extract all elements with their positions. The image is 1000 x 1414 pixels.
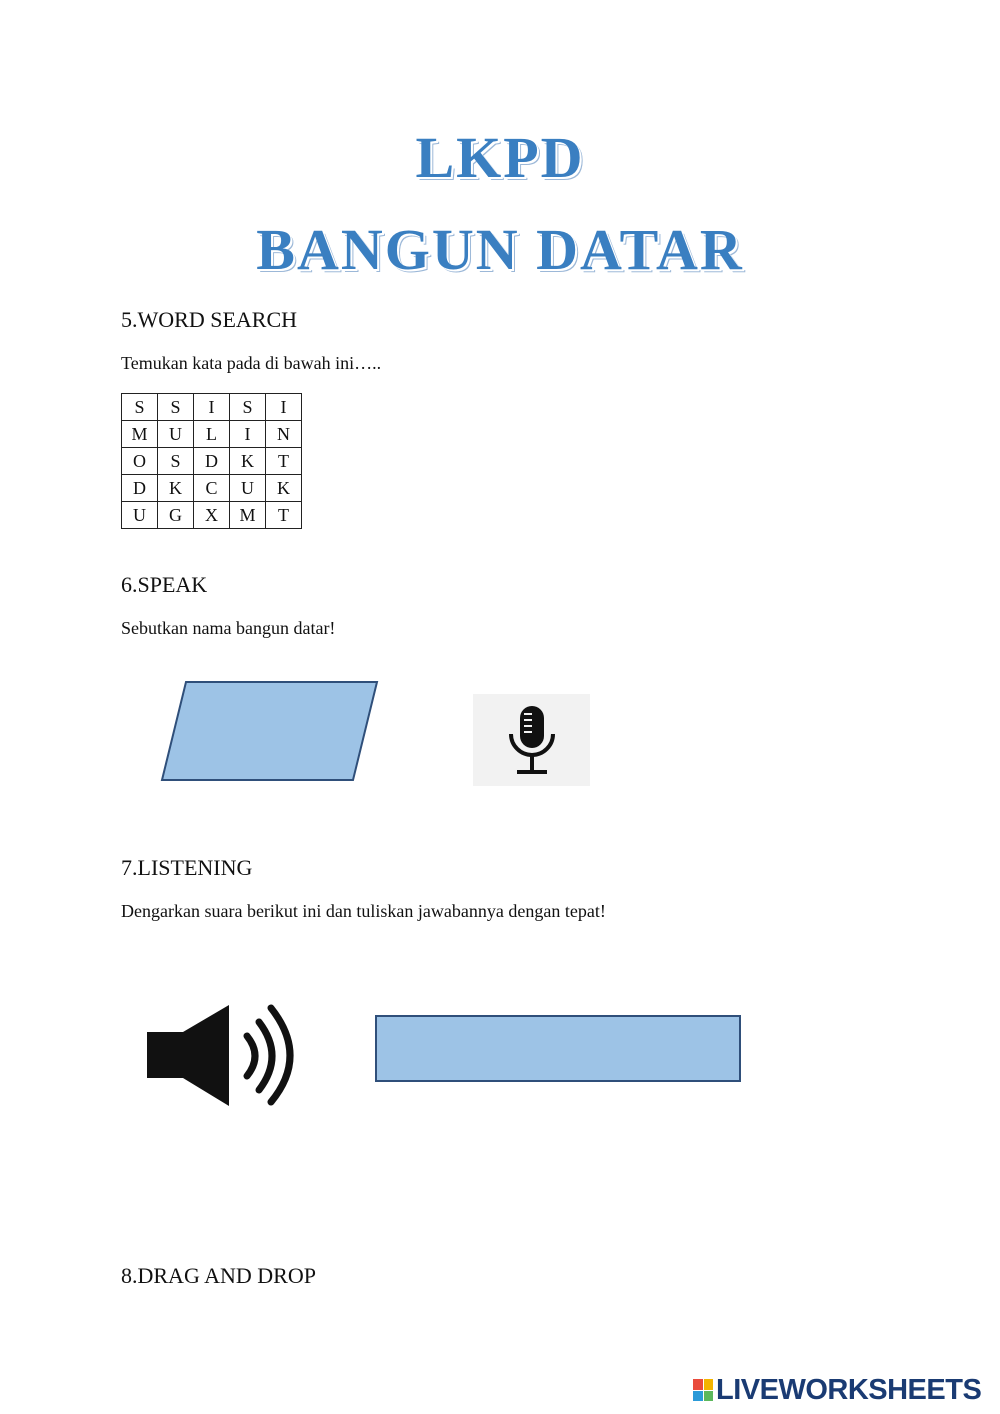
word-search-cell[interactable]: S: [158, 448, 194, 475]
word-search-heading: 5.WORD SEARCH: [121, 307, 298, 332]
speaker-icon[interactable]: [145, 1002, 310, 1110]
liveworksheets-logo-icon: [693, 1379, 713, 1401]
listening-answer-input[interactable]: [375, 1015, 741, 1082]
word-search-instruction: Temukan kata pada di bawah ini…..: [121, 353, 382, 373]
microphone-icon: [507, 704, 557, 776]
word-search-cell[interactable]: K: [230, 448, 266, 475]
listening-instruction: Dengarkan suara berikut ini dan tuliskan jawabannya dengan tepat!: [121, 901, 606, 921]
word-search-cell[interactable]: M: [122, 421, 158, 448]
word-search-row: [122, 394, 302, 421]
word-search-cell[interactable]: G: [158, 502, 194, 529]
word-search-cell[interactable]: S: [158, 394, 194, 421]
brand-name: LIVEWORKSHEETS: [716, 1373, 982, 1406]
word-search-grid[interactable]: [121, 393, 302, 529]
parallelogram-shape: [160, 680, 382, 784]
word-search-cell[interactable]: S: [122, 394, 158, 421]
speak-heading: 6.SPEAK: [121, 572, 208, 597]
word-search-cell[interactable]: O: [122, 448, 158, 475]
listening-heading: 7.LISTENING: [121, 855, 253, 880]
word-search-cell[interactable]: I: [194, 394, 230, 421]
word-search-cell[interactable]: S: [230, 394, 266, 421]
word-search-cell[interactable]: D: [122, 475, 158, 502]
word-search-cell[interactable]: N: [266, 421, 302, 448]
word-search-cell[interactable]: D: [194, 448, 230, 475]
word-search-row: [122, 502, 302, 529]
liveworksheets-brand: [693, 1374, 981, 1406]
page-title-lkpd: LKPD: [415, 125, 585, 190]
page-title-bangun-datar: BANGUN DATAR: [256, 217, 744, 282]
word-search-cell[interactable]: C: [194, 475, 230, 502]
word-search-cell[interactable]: U: [230, 475, 266, 502]
word-search-cell[interactable]: I: [266, 394, 302, 421]
word-search-row: [122, 475, 302, 502]
word-search-cell[interactable]: I: [230, 421, 266, 448]
word-search-cell[interactable]: U: [158, 421, 194, 448]
word-search-cell[interactable]: T: [266, 448, 302, 475]
word-search-cell[interactable]: X: [194, 502, 230, 529]
speak-instruction: Sebutkan nama bangun datar!: [121, 618, 336, 638]
word-search-row: [122, 448, 302, 475]
word-search-cell[interactable]: M: [230, 502, 266, 529]
microphone-button[interactable]: [473, 694, 590, 786]
word-search-row: [122, 421, 302, 448]
word-search-cell[interactable]: K: [158, 475, 194, 502]
word-search-cell[interactable]: K: [266, 475, 302, 502]
word-search-cell[interactable]: L: [194, 421, 230, 448]
word-search-cell[interactable]: U: [122, 502, 158, 529]
drag-drop-heading: 8.DRAG AND DROP: [121, 1263, 316, 1288]
word-search-cell[interactable]: T: [266, 502, 302, 529]
